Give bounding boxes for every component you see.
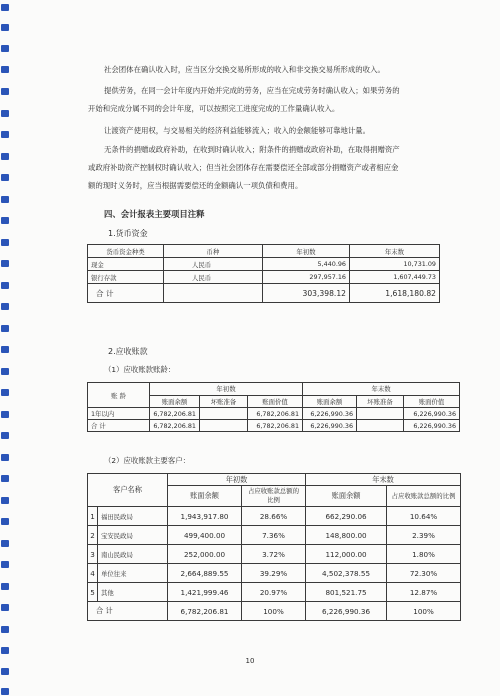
table-cell: 南山民政局 bbox=[98, 545, 168, 564]
table-cell: 现金 bbox=[88, 258, 164, 271]
table-cell bbox=[200, 420, 248, 432]
table-cell: 4,502,378.55 bbox=[306, 564, 387, 583]
table-row bbox=[88, 408, 460, 420]
table-cell: 6,226,990.36 bbox=[303, 408, 357, 420]
header-cell: 账面余额 bbox=[168, 486, 242, 507]
header-cell: 年初数 bbox=[263, 245, 350, 258]
table-header-row bbox=[88, 474, 461, 486]
table-row bbox=[88, 507, 461, 526]
table-cell bbox=[164, 284, 263, 303]
table-cell: 人民币 bbox=[164, 271, 263, 284]
table-row bbox=[88, 526, 461, 545]
row-index: 5 bbox=[88, 583, 98, 602]
table-cell: 单位往来 bbox=[98, 564, 168, 583]
table-cell: 100% bbox=[387, 602, 461, 621]
header-cell: 账面余额 bbox=[303, 395, 357, 408]
table-cell: 6,782,206.81 bbox=[248, 408, 303, 420]
table-cell: 合 计 bbox=[88, 602, 168, 621]
paragraph-services-2: 开始和完成分属不同的会计年度，可以按照完工进度完成的工作量确认收入。 bbox=[88, 104, 340, 113]
customers-table bbox=[87, 473, 461, 621]
header-cell: 年末数 bbox=[303, 383, 460, 396]
header-cell: 年末数 bbox=[350, 245, 440, 258]
table-cell: 801,521.75 bbox=[306, 583, 387, 602]
receivables-title: 2.应收账款 bbox=[108, 347, 148, 356]
paragraph-donation-2: 或政府补助资产控制权时确认收入；但当社会团体存在需要偿还全部或部分捐赠资产或者相应金 bbox=[88, 163, 399, 172]
table-row bbox=[88, 583, 461, 602]
table-cell: 6,782,206.81 bbox=[150, 408, 200, 420]
table-cell: 2.39% bbox=[387, 526, 461, 545]
table-cell: 28.66% bbox=[242, 507, 306, 526]
paragraph-donation-3: 额的现时义务时，应当根据需要偿还的金额确认一项负债和费用。 bbox=[88, 181, 303, 190]
paragraph-asset-use: 让渡资产使用权，与交易相关的经济利益能够流入；收入的金额能够可靠地计量。 bbox=[104, 126, 371, 135]
cash-table bbox=[87, 244, 440, 303]
table-row bbox=[88, 564, 461, 583]
header-cell: 账面余额 bbox=[306, 486, 387, 507]
spiral-binding bbox=[0, 0, 10, 696]
table-cell: 499,400.00 bbox=[168, 526, 242, 545]
table-cell: 297,957.16 bbox=[263, 271, 350, 284]
table-cell: 10,731.09 bbox=[350, 258, 440, 271]
aging-subtitle: （1）应收账款账龄： bbox=[104, 365, 176, 374]
table-cell bbox=[357, 420, 404, 432]
header-cell: 坏账准备 bbox=[200, 395, 248, 408]
header-cell: 币种 bbox=[164, 245, 263, 258]
table-cell: 1,943,917.80 bbox=[168, 507, 242, 526]
table-header-row bbox=[88, 383, 460, 396]
table-cell: 112,000.00 bbox=[306, 545, 387, 564]
header-cell: 年初数 bbox=[168, 474, 306, 486]
table-cell: 合 计 bbox=[88, 420, 150, 432]
table-cell: 3.72% bbox=[242, 545, 306, 564]
table-cell: 其他 bbox=[98, 583, 168, 602]
paragraph-services-1: 提供劳务，在同一会计年度内开始并完成的劳务，应当在完成劳务时确认收入；如果劳务的 bbox=[104, 86, 400, 95]
table-cell: 5,440.96 bbox=[263, 258, 350, 271]
table-cell: 合 计 bbox=[88, 284, 164, 303]
table-cell: 6,782,206.81 bbox=[248, 420, 303, 432]
table-row bbox=[88, 271, 440, 284]
table-cell: 10.64% bbox=[387, 507, 461, 526]
header-cell: 客户名称 bbox=[88, 474, 168, 507]
paragraph-donation-1: 无条件的捐赠或政府补助，在收到时确认收入；附条件的捐赠或政府补助，在取得捐赠资产 bbox=[104, 145, 400, 154]
table-cell: 6,226,990.36 bbox=[306, 602, 387, 621]
table-cell: 6,226,990.36 bbox=[404, 408, 460, 420]
row-index: 1 bbox=[88, 507, 98, 526]
table-cell: 148,800.00 bbox=[306, 526, 387, 545]
table-total-row bbox=[88, 420, 460, 432]
table-cell: 1,607,449.73 bbox=[350, 271, 440, 284]
table-cell: 100% bbox=[242, 602, 306, 621]
table-header-row bbox=[88, 245, 440, 258]
table-cell: 12.87% bbox=[387, 583, 461, 602]
table-cell: 6,782,206.81 bbox=[150, 420, 200, 432]
customers-subtitle: （2）应收账款主要客户： bbox=[104, 456, 191, 465]
row-index: 4 bbox=[88, 564, 98, 583]
table-cell: 人民币 bbox=[164, 258, 263, 271]
table-cell: 宝安民政局 bbox=[98, 526, 168, 545]
page-number: 10 bbox=[245, 657, 255, 665]
table-cell: 20.97% bbox=[242, 583, 306, 602]
header-cell: 坏账准备 bbox=[357, 395, 404, 408]
table-cell bbox=[357, 408, 404, 420]
table-cell: 1.80% bbox=[387, 545, 461, 564]
table-cell: 1,618,180.82 bbox=[350, 284, 440, 303]
header-cell: 年初数 bbox=[150, 383, 303, 396]
table-cell: 7.36% bbox=[242, 526, 306, 545]
table-cell: 6,226,990.36 bbox=[404, 420, 460, 432]
header-cell: 年末数 bbox=[306, 474, 461, 486]
table-cell: 39.29% bbox=[242, 564, 306, 583]
table-total-row bbox=[88, 284, 440, 303]
header-cell: 账面价值 bbox=[404, 395, 460, 408]
row-index: 2 bbox=[88, 526, 98, 545]
section-title: 四、会计报表主要项目注释 bbox=[104, 209, 205, 219]
table-cell: 福田民政局 bbox=[98, 507, 168, 526]
table-cell: 1,421,999.46 bbox=[168, 583, 242, 602]
table-cell: 662,290.06 bbox=[306, 507, 387, 526]
aging-table bbox=[87, 382, 460, 432]
table-cell: 6,226,990.36 bbox=[303, 420, 357, 432]
table-row bbox=[88, 545, 461, 564]
header-cell: 占应收账款总额的比例 bbox=[387, 486, 461, 507]
table-cell: 72.30% bbox=[387, 564, 461, 583]
table-total-row bbox=[88, 602, 461, 621]
table-cell: 2,664,889.55 bbox=[168, 564, 242, 583]
header-cell: 占应收账款总额的比例 bbox=[242, 486, 306, 507]
table-row bbox=[88, 258, 440, 271]
table-cell bbox=[200, 408, 248, 420]
table-cell: 银行存款 bbox=[88, 271, 164, 284]
row-index: 3 bbox=[88, 545, 98, 564]
header-cell: 账面价值 bbox=[248, 395, 303, 408]
header-cell: 账 龄 bbox=[88, 383, 150, 408]
paragraph-income-recognition: 社会团体在确认收入时，应当区分交换交易所形成的收入和非交换交易所形成的收入。 bbox=[104, 65, 385, 74]
table-cell: 6,782,206.81 bbox=[168, 602, 242, 621]
header-cell: 账面余额 bbox=[150, 395, 200, 408]
header-cell: 货币资金种类 bbox=[88, 245, 164, 258]
table-cell: 303,398.12 bbox=[263, 284, 350, 303]
cash-title: 1.货币资金 bbox=[108, 229, 148, 238]
table-cell: 1年以内 bbox=[88, 408, 150, 420]
table-cell: 252,000.00 bbox=[168, 545, 242, 564]
